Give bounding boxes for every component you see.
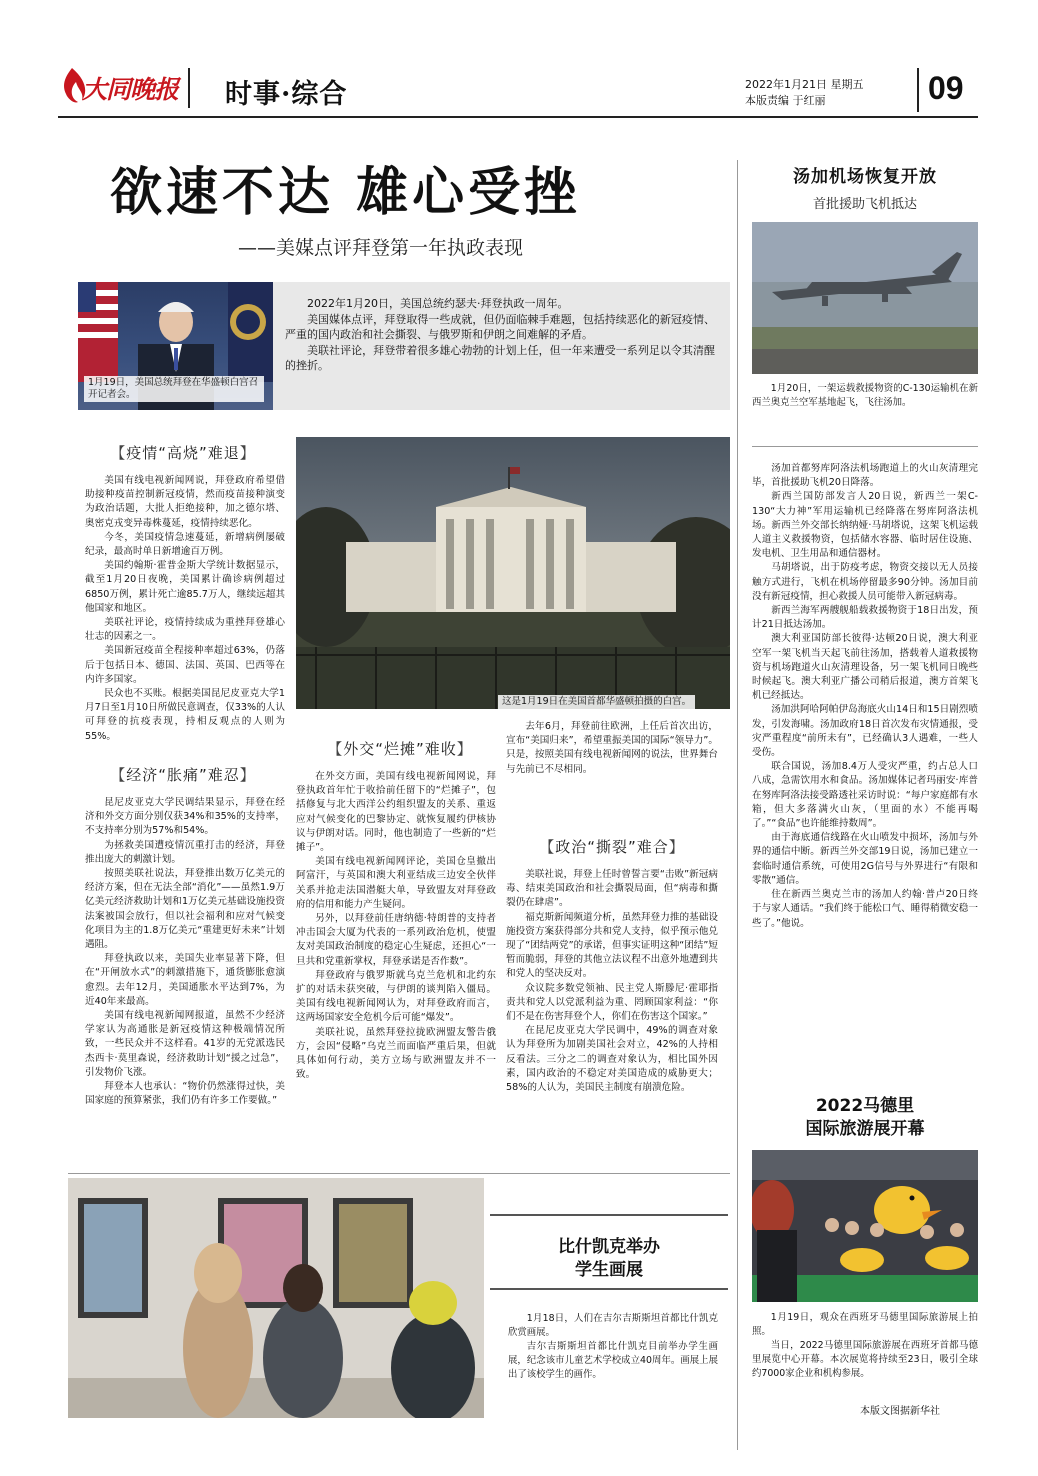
bishkek-box-rule — [68, 1173, 730, 1174]
whitehouse-photo — [296, 437, 730, 709]
page-editor: 本版责编 于红丽 — [745, 94, 826, 107]
bishkek-body — [508, 1312, 718, 1382]
photo-credit: 本版文图据新华社 — [860, 1406, 940, 1417]
bishkek-photo — [68, 1178, 484, 1418]
body-paragraph: 拜登执政以来，美国失业率显著下降，但在“开闸放水式”的刺激措施下，通货膨胀愈演愈烈。去年12月，美国通胀水平达到7%，为近40年来最高。 — [85, 953, 285, 1007]
body-paragraph: 新西兰国防部发言人20日说，新西兰一架C-130“大力神”军用运输机已经降落在努库阿洛法机场。新西兰外交部长纳纳娅·马胡塔说，这架飞机运载人道主义救援物资，包括储水容器、临时居住设施、发电机、卫生用品和通信器材。 — [752, 491, 978, 560]
body-paragraph: 澳大利亚国防部长彼得·达顿20日说，澳大利亚空军一架飞机当天起飞前往汤加，搭载着人道救援物资与机场跑道火山灰清理设备，另一架飞机同日晚些时候起飞。澳大利亚广播公司稍后报道，澳方首架飞机已经抵达。 — [752, 633, 978, 702]
body-paragraph: 汤加首都努库阿洛法机场跑道上的火山灰清理完毕，首批援助飞机20日降落。 — [752, 463, 978, 489]
masthead-rule — [58, 116, 978, 118]
intro-paragraph: 2022年1月20日，美国总统约瑟夫·拜登执政一周年。 — [307, 297, 569, 310]
tonga-body — [752, 462, 978, 931]
body-paragraph: 去年6月，拜登前往欧洲，上任后首次出访，宣布“美国归来”，希望重振美国的国际“领导力”。只是，按照美国有线电视新闻网的说法，世界舞台与先前已不尽相同。 — [506, 721, 718, 775]
body-paragraph: 美国新冠疫苗全程接种率超过63%，仍落后于包括日本、德国、法国、英国、巴西等在内许多国家。 — [85, 645, 285, 685]
body-paragraph: 美国有线电视新闻网评论，美国仓皇撤出阿富汗，与英国和澳大利亚结成三边安全伙伴关系并抢走法国潜艇大单，导致盟友对拜登政府的信用和能力产生疑问。 — [296, 856, 496, 910]
body-paragraph: 联合国说，汤加8.4万人受灾严重，约占总人口八成，急需饮用水和食品。汤加媒体记者玛丽安·库普在努库阿洛法接受路透社采访时说：“每户家庭都有水箱，但大多落满火山灰，（里面的水）不能再喝了。”“食品”也许能维持数周”。 — [752, 761, 978, 830]
body-paragraph: 马胡塔说，出于防疫考虑，物资交接以无人员接触方式进行，飞机在机场停留最多90分钟。汤加目前没有新冠疫情，担心救援人员可能带入新冠病毒。 — [752, 562, 978, 602]
body-paragraph: 住在新西兰奥克兰市的汤加人约翰·普卢20日终于与家人通话。“我们终于能松口气、睡得稍微安稳一些了。”他说。 — [752, 889, 978, 929]
body-paragraph: 新西兰海军两艘舰船载救援物资于18日出发，预计21日抵达汤加。 — [752, 605, 978, 631]
madrid-photo — [752, 1150, 978, 1302]
masthead — [0, 60, 1038, 122]
body-paragraph: 在昆尼皮亚克大学民调中，49%的调查对象认为拜登所为加剧美国社会对立，42%的人持相反看法。三分之二的调查对象认为，相比国外因素，国内政治的不稳定对美国造成的威胁更大；58%的人认为，美国民主制度有崩溃危险。 — [506, 1025, 718, 1094]
body-paragraph: 昆尼皮亚克大学民调结果显示，拜登在经济和外交方面分别仅获34%和35%的支持率，不支持率分别为57%和54%。 — [85, 797, 285, 837]
intro-paragraph: 美联社评论，拜登带着很多雄心勃勃的计划上任，但一年来遭受一系列足以令其清醒的挫折。 — [285, 343, 715, 372]
madrid-headline-line1: 2022马德里 — [815, 1096, 915, 1116]
lead-intro — [285, 296, 715, 374]
body-paragraph: 拜登本人也承认：“物价仍然涨得过快，美国家庭的预算紧张，我们仍有许多工作要做。” — [85, 1081, 285, 1107]
madrid-illustration — [752, 1150, 978, 1302]
bishkek-headline-line1: 比什凯克举办 — [558, 1237, 660, 1257]
main-subheadline: ——美媒点评拜登第一年执政表现 — [238, 237, 524, 259]
body-paragraph: 民众也不买账。根据美国昆尼皮亚克大学1月7日至1月10日所做民意调查，仅33%的人认可拜登的抗疫表现，持相反观点的人则为55%。 — [85, 688, 285, 742]
body-paragraph: 美联社评论，疫情持续成为重挫拜登雄心壮志的因素之一。 — [85, 617, 285, 643]
body-paragraph: 当日，2022马德里国际旅游展在西班牙首都马德里展览中心开幕。本次展览将持续至23日，吸引全球约7000家企业和机构参展。 — [752, 1340, 978, 1379]
body-paragraph: 为拯救美国遭疫情沉重打击的经济，拜登推出庞大的刺激计划。 — [85, 839, 285, 865]
body-paragraph: 1月19日，观众在西班牙马德里国际旅游展上拍照。 — [752, 1312, 978, 1337]
section-heading-politics: 【政治“撕裂”难合】 — [539, 838, 685, 856]
whitehouse-illustration — [296, 437, 730, 709]
sidebar-rule — [737, 160, 738, 1450]
masthead-divider-left — [188, 68, 190, 108]
body-paragraph: 拜登政府与俄罗斯就乌克兰危机和北约东扩的对话未获突破，与伊朗的谈判陷入僵局。美国有线电视新闻网认为，对拜登政府而言，这两场国家安全危机今后可能“爆发”。 — [296, 969, 496, 1024]
section-body-diplomacy-a — [296, 770, 496, 1082]
whitehouse-photo-caption: 这是1月19日在美国首都华盛顿拍摄的白宫。 — [498, 695, 695, 709]
masthead-divider-right — [917, 68, 919, 112]
section-body-diplomacy-b — [506, 720, 718, 777]
bishkek-headline-line2: 学生画展 — [575, 1260, 643, 1280]
section-body-politics — [506, 868, 718, 1095]
section-body-epidemic — [85, 474, 285, 744]
body-paragraph: 由于海底通信线路在火山喷发中损坏，汤加与外界的通信中断。新西兰外交部19日说，汤加已建立一套临时通信系统，可使用2G信号与外界进行“有限和零散”通信。 — [752, 832, 978, 886]
biden-photo-caption: 1月19日，美国总统拜登在华盛顿白宫召开记者会。 — [84, 376, 264, 402]
body-paragraph: 在外交方面，美国有线电视新闻网说，拜登执政首年忙于收拾前任留下的“烂摊子”，包括修复与北大西洋公约组织盟友的关系、重返应对气候变化的巴黎协定、就恢复履约伊核协议与伊朗对话。同时，他也制造了一些新的“烂摊子”。 — [296, 771, 496, 854]
logo-text: 大同晚报 — [82, 75, 179, 104]
tonga-caption-rule — [752, 446, 978, 447]
tonga-plane-photo — [752, 222, 978, 374]
bishkek-illustration — [68, 1178, 484, 1418]
body-paragraph: 美国有线电视新闻网说，拜登政府希望借助接种疫苗控制新冠疫情，然而疫苗接种演变为政治话题，大批人拒绝接种，加之德尔塔、奥密克戎变异毒株蔓延，疫情持续恶化。 — [85, 475, 285, 529]
body-paragraph: 1月18日，人们在吉尔吉斯斯坦首都比什凯克欣赏画展。 — [508, 1313, 718, 1338]
issue-date: 2022年1月21日 星期五 — [745, 78, 864, 91]
page-number: 09 — [928, 70, 964, 106]
body-paragraph: 吉尔吉斯斯坦首都比什凯克目前举办学生画展，纪念该市儿童艺术学校成立40周年。画展上展出了该校学生的画作。 — [508, 1341, 718, 1380]
intro-paragraph: 美国媒体点评，拜登取得一些成就，但仍面临棘手难题，包括持续恶化的新冠疫情、严重的国内政治和社会撕裂、与俄罗斯和伊朗之间难解的矛盾。 — [285, 312, 715, 341]
madrid-body — [752, 1311, 978, 1381]
body-paragraph: 按照美联社说法，拜登推出数万亿美元的经济方案，但在无法全部“消化”——虽然1.9万亿美元经济救助计划和1万亿美元基础设施投资法案被国会放行，但以社会福利和应对气候变化项目为主的1.8万亿美元“重建更好未来”计划遇阻。 — [85, 868, 285, 951]
body-paragraph: 另外，以拜登前任唐纳德·特朗普的支持者冲击国会大厦为代表的一系列政治危机，使盟友对美国政治制度的稳定心生疑虑，还担心“一旦共和党重新掌权，拜登承诺是否作数”。 — [296, 913, 496, 967]
section-heading-epidemic: 【疫情“高烧”难退】 — [110, 444, 256, 462]
body-paragraph: 美联社说，拜登上任时曾誓言要“击败”新冠病毒、结束美国政治和社会撕裂局面，但“病毒和撕裂仍在肆虐”。 — [506, 869, 718, 909]
body-paragraph: 美国有线电视新闻网报道，虽然不少经济学家认为高通胀是新冠疫情这种极端情况所致，一些民众并不这样看。41岁的无党派选民杰西卡·莫里森说，经济救助计划“援之过急”，引发物价飞涨。 — [85, 1010, 285, 1078]
section-heading-diplomacy: 【外交“烂摊”难收】 — [327, 740, 473, 758]
main-headline: 欲速不达 雄心受挫 — [110, 163, 581, 223]
body-paragraph: 美联社说，虽然拜登拉拢欧洲盟友警告俄方，会因“侵略”乌克兰而面临严重后果，但就具体如何行动，美方立场与欧洲盟友并不一致。 — [296, 1026, 496, 1081]
body-paragraph: 今冬，美国疫情急速蔓延，新增病例屡破纪录，最高时单日新增逾百万例。 — [85, 531, 285, 558]
tonga-subheadline: 首批援助飞机抵达 — [812, 197, 917, 212]
body-paragraph: 汤加洪阿哈阿帕伊岛海底火山14日和15日剧烈喷发，引发海啸。汤加政府18日首次发布灾情通报，受灾严重程度“前所未有”，已经确认3人遇难，一些人受伤。 — [752, 704, 978, 759]
body-paragraph: 众议院多数党领袖、民主党人斯滕尼·霍耶指责共和党人以党派利益为重、罔顾国家利益：“你们不是在伤害拜登个人，你们在伤害这个国家。” — [506, 982, 718, 1023]
section-heading-economy: 【经济“胀痛”难忍】 — [110, 766, 256, 784]
madrid-headline-line2: 国际旅游展开幕 — [805, 1119, 925, 1139]
section-title: 时事·综合 — [225, 79, 348, 110]
plane-illustration — [752, 222, 978, 374]
tonga-photo-caption: 1月20日，一架运载救援物资的C-130运输机在新西兰奥克兰空军基地起飞，飞往汤加。 — [752, 383, 978, 408]
logo — [58, 66, 183, 106]
tonga-headline: 汤加机场恢复开放 — [793, 167, 937, 187]
body-paragraph: 福克斯新闻频道分析，虽然拜登力推的基础设施投资方案获得部分共和党人支持，似乎预示他兑现了“团结两党”的承诺，但事实证明这种“团结”短暂而脆弱，拜登的其他立法议程不出意外地遭到共和党人的坚决反对。 — [506, 911, 718, 980]
body-paragraph: 美国约翰斯·霍普金斯大学统计数据显示，截至1月20日夜晚，美国累计确诊病例超过6850万例，累计死亡逾85.7万人，继续远超其他国家和地区。 — [85, 560, 285, 614]
section-body-economy — [85, 796, 285, 1108]
